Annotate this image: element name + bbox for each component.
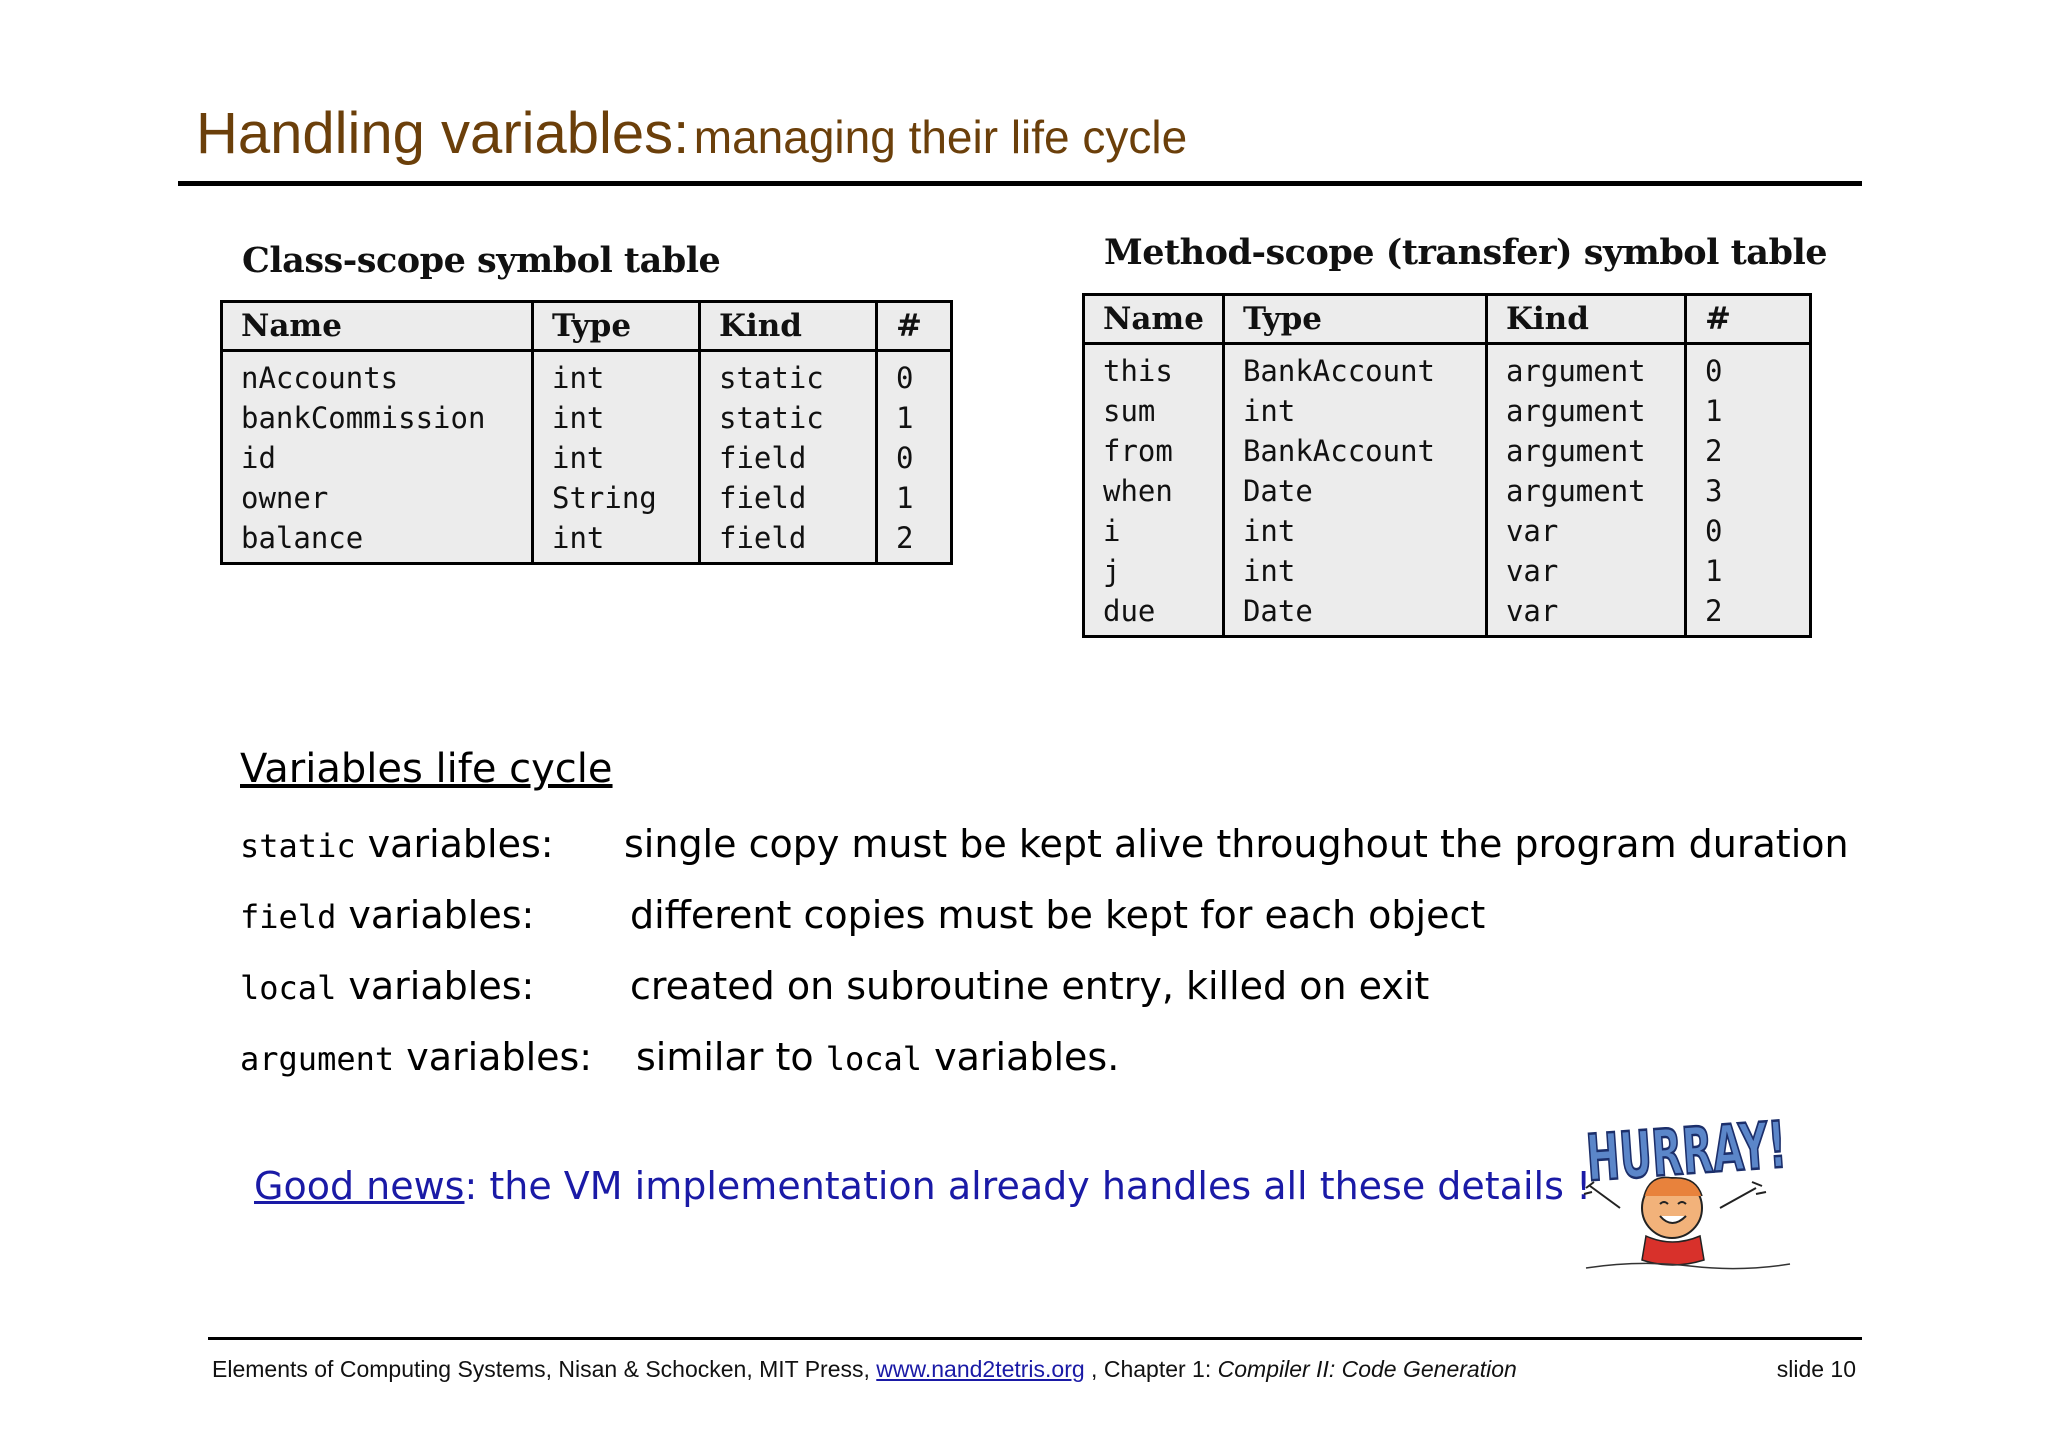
method-table-row [1084,391,1811,431]
lifecycle-row-argument [240,1035,1840,1085]
lifecycle-heading: Variables life cycle [240,746,613,792]
class-table-row [222,518,952,564]
class-table-header-row [222,302,952,351]
class-table-cell: int [533,438,700,478]
lifecycle-row-local [240,964,1840,1014]
good-news-text: : the VM implementation already handles all these details ! [464,1164,1592,1208]
slide-number: slide 10 [1776,1356,1856,1382]
method-table-cell: due [1084,591,1224,637]
class-table-row [222,398,952,438]
class-table-cell: balance [222,518,533,564]
method-table-cell: BankAccount [1223,344,1486,392]
method-table-row [1084,591,1811,637]
class-table-cell: 1 [877,478,952,518]
class-table-cell: id [222,438,533,478]
method-col-index: # [1685,295,1810,344]
class-table-cell: 0 [877,438,952,478]
slide-title [196,100,1187,167]
method-table-cell: Date [1223,591,1486,637]
class-table-row [222,351,952,399]
class-table-cell: bankCommission [222,398,533,438]
method-table-cell: 0 [1685,344,1810,392]
keyword-local: local [240,969,337,1007]
slide-title-main: Handling variables: [196,101,690,166]
method-scope-symbol-table [1082,293,1812,638]
good-news-label: Good news [254,1164,465,1208]
class-table-title: Class-scope symbol table [242,240,721,281]
method-table-cell: argument [1486,344,1685,392]
class-table-cell: field [700,438,877,478]
class-table-body [222,351,952,564]
class-table-cell: int [533,351,700,399]
method-table-cell: when [1084,471,1224,511]
class-table-cell: 2 [877,518,952,564]
class-table-cell: static [700,398,877,438]
class-table-cell: 0 [877,351,952,399]
lifecycle-label-text: variables: [355,822,554,866]
hurray-cartoon-image [1580,1096,1912,1274]
footer-chapter: , Chapter 1: [1084,1356,1218,1382]
good-news-line [254,1164,1591,1208]
lifecycle-desc: created on subroutine entry, killed on exit [630,964,1430,1008]
lifecycle-desc-pre: similar to [636,1035,826,1079]
method-table-cell: argument [1486,391,1685,431]
class-table-cell: int [533,398,700,438]
method-table-row [1084,551,1811,591]
method-table-cell: BankAccount [1223,431,1486,471]
method-col-kind: Kind [1486,295,1685,344]
class-table-cell: 1 [877,398,952,438]
lifecycle-label-text: variables: [394,1035,593,1079]
lifecycle-label [240,893,534,937]
class-table-cell: owner [222,478,533,518]
class-table-row [222,438,952,478]
lifecycle-row-field [240,893,1840,943]
lifecycle-label [240,1035,592,1079]
keyword-field: field [240,898,337,936]
lifecycle-row-static [240,822,1849,872]
method-table-row [1084,431,1811,471]
method-table-body [1084,344,1811,637]
footer-text: Elements of Computing Systems, Nisan & Schocken, MIT Press, [212,1356,877,1382]
lifecycle-label [240,822,554,866]
class-col-type: Type [533,302,700,351]
lifecycle-desc: different copies must be kept for each object [630,893,1486,937]
method-table-cell: sum [1084,391,1224,431]
lifecycle-desc [636,1035,1119,1079]
method-table-cell: 3 [1685,471,1810,511]
method-table-cell: int [1223,551,1486,591]
slide-title-sub: managing their life cycle [693,111,1188,163]
method-table-cell: 1 [1685,551,1810,591]
method-table-cell: this [1084,344,1224,392]
lifecycle-label-text: variables: [336,964,535,1008]
footer-link[interactable]: www.nand2tetris.org [876,1356,1085,1382]
method-table-cell: from [1084,431,1224,471]
method-table-title: Method-scope (transfer) symbol table [1104,232,1828,273]
class-table-cell: static [700,351,877,399]
method-table-cell: argument [1486,431,1685,471]
class-col-index: # [877,302,952,351]
class-table-cell: int [533,518,700,564]
method-table-cell: j [1084,551,1224,591]
class-table-row [222,478,952,518]
footer-chapter-title: Compiler II: Code Generation [1217,1356,1517,1382]
keyword-static: static [240,827,356,865]
method-table-header-row [1084,295,1811,344]
lifecycle-label [240,964,534,1008]
method-col-name: Name [1084,295,1224,344]
method-table-row [1084,511,1811,551]
svg-text:HURRAY!: HURRAY! [1584,1100,1912,1197]
method-table-cell: 2 [1685,431,1810,471]
method-table-cell: i [1084,511,1224,551]
method-table-cell: var [1486,551,1685,591]
keyword-argument: argument [240,1040,395,1078]
method-table-cell: int [1223,511,1486,551]
method-table-cell: var [1486,591,1685,637]
method-table-cell: 0 [1685,511,1810,551]
method-table-cell: int [1223,391,1486,431]
class-table-cell: field [700,478,877,518]
class-col-kind: Kind [700,302,877,351]
method-table-cell: 2 [1685,591,1810,637]
method-table-cell: argument [1486,471,1685,511]
footer-divider [208,1337,1862,1340]
method-table-row [1084,344,1811,392]
class-col-name: Name [222,302,533,351]
class-table-cell: field [700,518,877,564]
method-table-row [1084,471,1811,511]
lifecycle-desc: single copy must be kept alive throughout the program duration [624,822,1849,866]
class-table-cell: nAccounts [222,351,533,399]
method-table-cell: var [1486,511,1685,551]
lifecycle-label-text: variables: [336,893,535,937]
keyword-local-inline: local [825,1040,923,1078]
method-table-cell: Date [1223,471,1486,511]
method-col-type: Type [1223,295,1486,344]
title-divider [178,181,1862,186]
lifecycle-desc-post: variables. [922,1035,1120,1079]
method-table-cell: 1 [1685,391,1810,431]
footer-credits [212,1356,1517,1383]
class-table-cell: String [533,478,700,518]
class-scope-symbol-table [220,300,953,565]
